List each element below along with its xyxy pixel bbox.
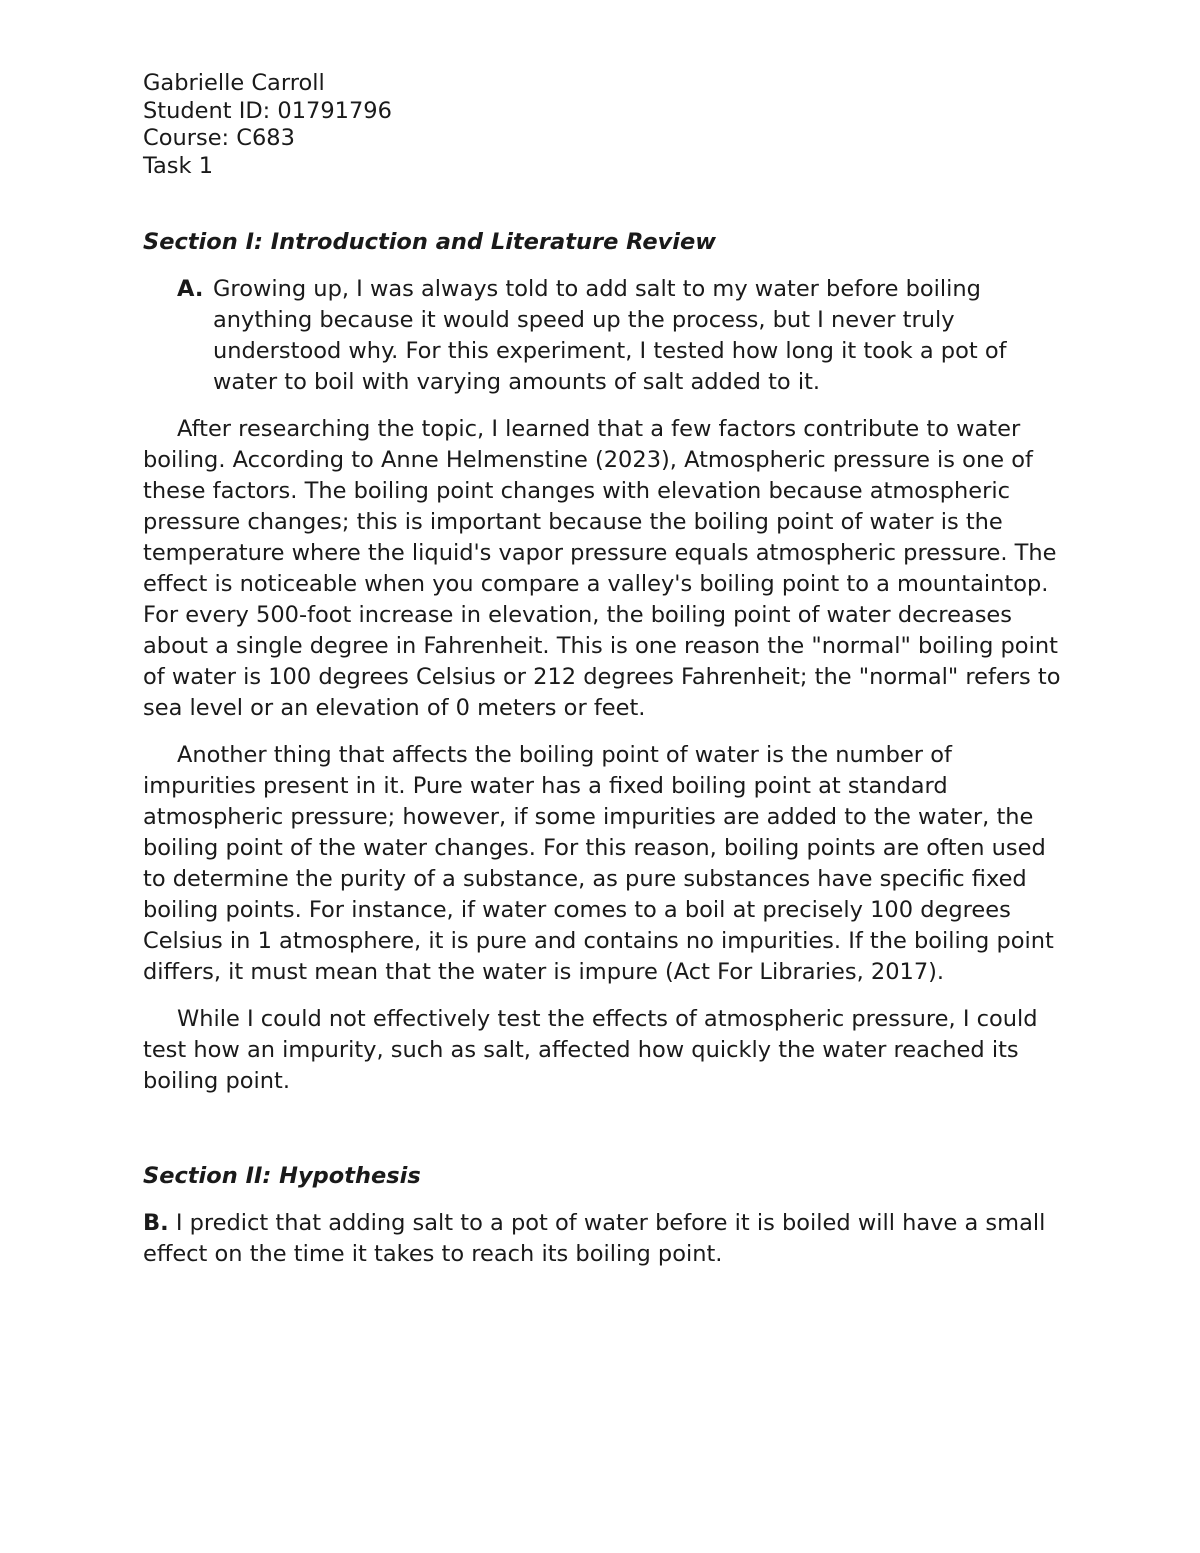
item-a-letter: A.	[177, 276, 204, 302]
student-id: Student ID: 01791796	[143, 97, 392, 124]
document-content	[143, 70, 1063, 1270]
item-b-letter: B.	[143, 1210, 169, 1236]
course-label: Course: C683	[143, 125, 295, 151]
item-b	[143, 1208, 1063, 1270]
student-name: Gabrielle Carroll	[143, 70, 325, 96]
section-spacer	[143, 1113, 1063, 1161]
section-2-heading: Section II: Hypothesis	[143, 1163, 421, 1189]
item-a	[143, 274, 1063, 398]
item-b-text: I predict that adding salt to a pot of water before it is boiled will have a small effect on the time it takes to reach its boiling point.	[143, 1210, 1046, 1267]
task-label: Task 1	[143, 152, 214, 179]
section-1-heading: Section I: Introduction and Literature Review	[143, 229, 717, 255]
item-a-text: Growing up, I was always told to add salt to my water before boiling anything because it would speed up the process, but I never truly understood why. For this experiment, I tested how long it took a pot of water to boil with varying amounts of salt added to it.	[213, 276, 1007, 395]
body-paragraph-1: After researching the topic, I learned that a few factors contribute to water boiling. According to Anne Helmenstine (2023), Atmospheric pressure is one of these factors. The boiling point changes with elevation because atmospheric pressure changes; this is important because the boiling point of water is the temperature where the liquid's vapor pressure equals atmospheric pressure. The effect is noticeable when you compare a valley's boiling point to a mountaintop. For every 500-foot increase in elevation, the boiling point of water decreases about a single degree in Fahrenheit. This is one reason the "normal" boiling point of water is 100 degrees Celsius or 212 degrees Fahrenheit; the "normal" refers to sea level or an elevation of 0 meters or feet.	[143, 416, 1061, 721]
student-header	[143, 70, 1063, 180]
body-paragraph-2: Another thing that affects the boiling point of water is the number of impurities present in it. Pure water has a fixed boiling point at standard atmospheric pressure; however, if some impurities are added to the water, the boiling point of the water changes. For this reason, boiling points are often used to determine the purity of a substance, as pure substances have specific fixed boiling points. For instance, if water comes to a boil at precisely 100 degrees Celsius in 1 atmosphere, it is pure and contains no impurities. If the boiling point differs, it must mean that the water is impure (Act For Libraries, 2017).	[143, 742, 1054, 985]
body-paragraph-3: While I could not effectively test the effects of atmospheric pressure, I could test how an impurity, such as salt, affected how quickly the water reached its boiling point.	[143, 1006, 1038, 1094]
